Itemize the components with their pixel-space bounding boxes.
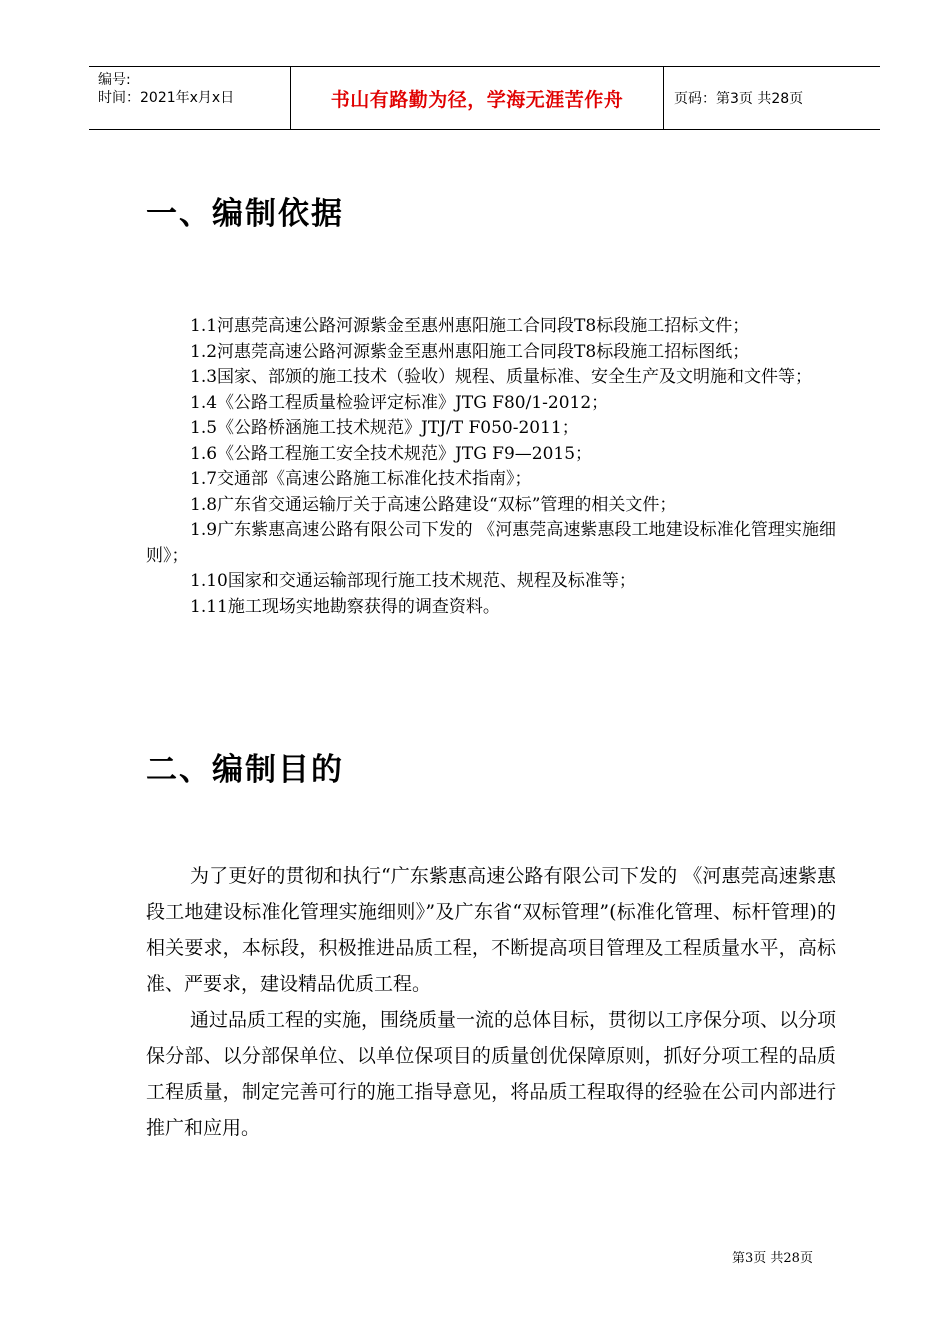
header-meta-cell [89,67,291,129]
list-item: 1.1河惠莞高速公路河源紫金至惠州惠阳施工合同段T8标段施工招标文件； [190,316,750,336]
list-item: 1.8广东省交通运输厅关于高速公路建设“双标”管理的相关文件； [190,494,677,515]
list-item: 1.4《公路工程质量检验评定标准》JTG F80/1-2012； [190,392,609,413]
body-paragraph: 通过品质工程的实施，围绕质量一流的总体目标，贯彻以工序保分项、以分项保分部、以分部保单位、以单位保项目的质量创优保障原则，抓好分项工程的品质工程质量，制定完善可行的施工指导意见，将品质工程取得的经验在公司内部进行推广和应用。 [146,1009,837,1139]
list-item: 1.5《公路桥涵施工技术规范》JTJ/T F050-2011； [190,418,579,438]
list-item: 1.7交通部《高速公路施工标准化技术指南》； [190,469,532,489]
list-item: 1.10国家和交通运输部现行施工技术规范、规程及标准等； [190,571,636,591]
header-page-cell [664,67,880,129]
section1-list [146,314,836,620]
list-item: 1.6《公路工程施工安全技术规范》JTG F9—2015； [190,443,593,464]
document-time-label: 时间：2021年x月x日 [98,90,235,106]
section2-body [146,858,836,1146]
page-header [89,66,880,130]
section2-heading: 二、编制目的 [146,752,344,788]
document-number-label: 编号: [98,72,131,88]
header-page-number: 页码：第3页 共28页 [674,91,804,107]
header-motto: 书山有路勤为径，学海无涯苦作舟 [330,88,624,111]
footer-page-number: 第3页 共28页 [732,1251,813,1266]
header-motto-cell [291,67,664,129]
list-item: 1.11施工现场实地勘察获得的调查资料。 [190,596,500,617]
section1-heading: 一、编制依据 [146,196,344,232]
list-item: 1.9广东紫惠高速公路有限公司下发的 《河惠莞高速紫惠段工地建设标准化管理实施细则》； [146,520,836,566]
body-paragraph: 为了更好的贯彻和执行“广东紫惠高速公路有限公司下发的 《河惠莞高速紫惠段工地建设标准化管理实施细则》”及广东省“双标管理”(标准化管理、标杆管理)的相关要求，本标段，积极推进品质工程，不断提高项目管理及工程质量水平，高标准、严要求，建设精品优质工程。 [146,865,836,995]
list-item: 1.3国家、部颁的施工技术（验收）规程、质量标准、安全生产及文明施和文件等； [190,367,813,387]
list-item: 1.2河惠莞高速公路河源紫金至惠州惠阳施工合同段T8标段施工招标图纸； [190,341,750,362]
